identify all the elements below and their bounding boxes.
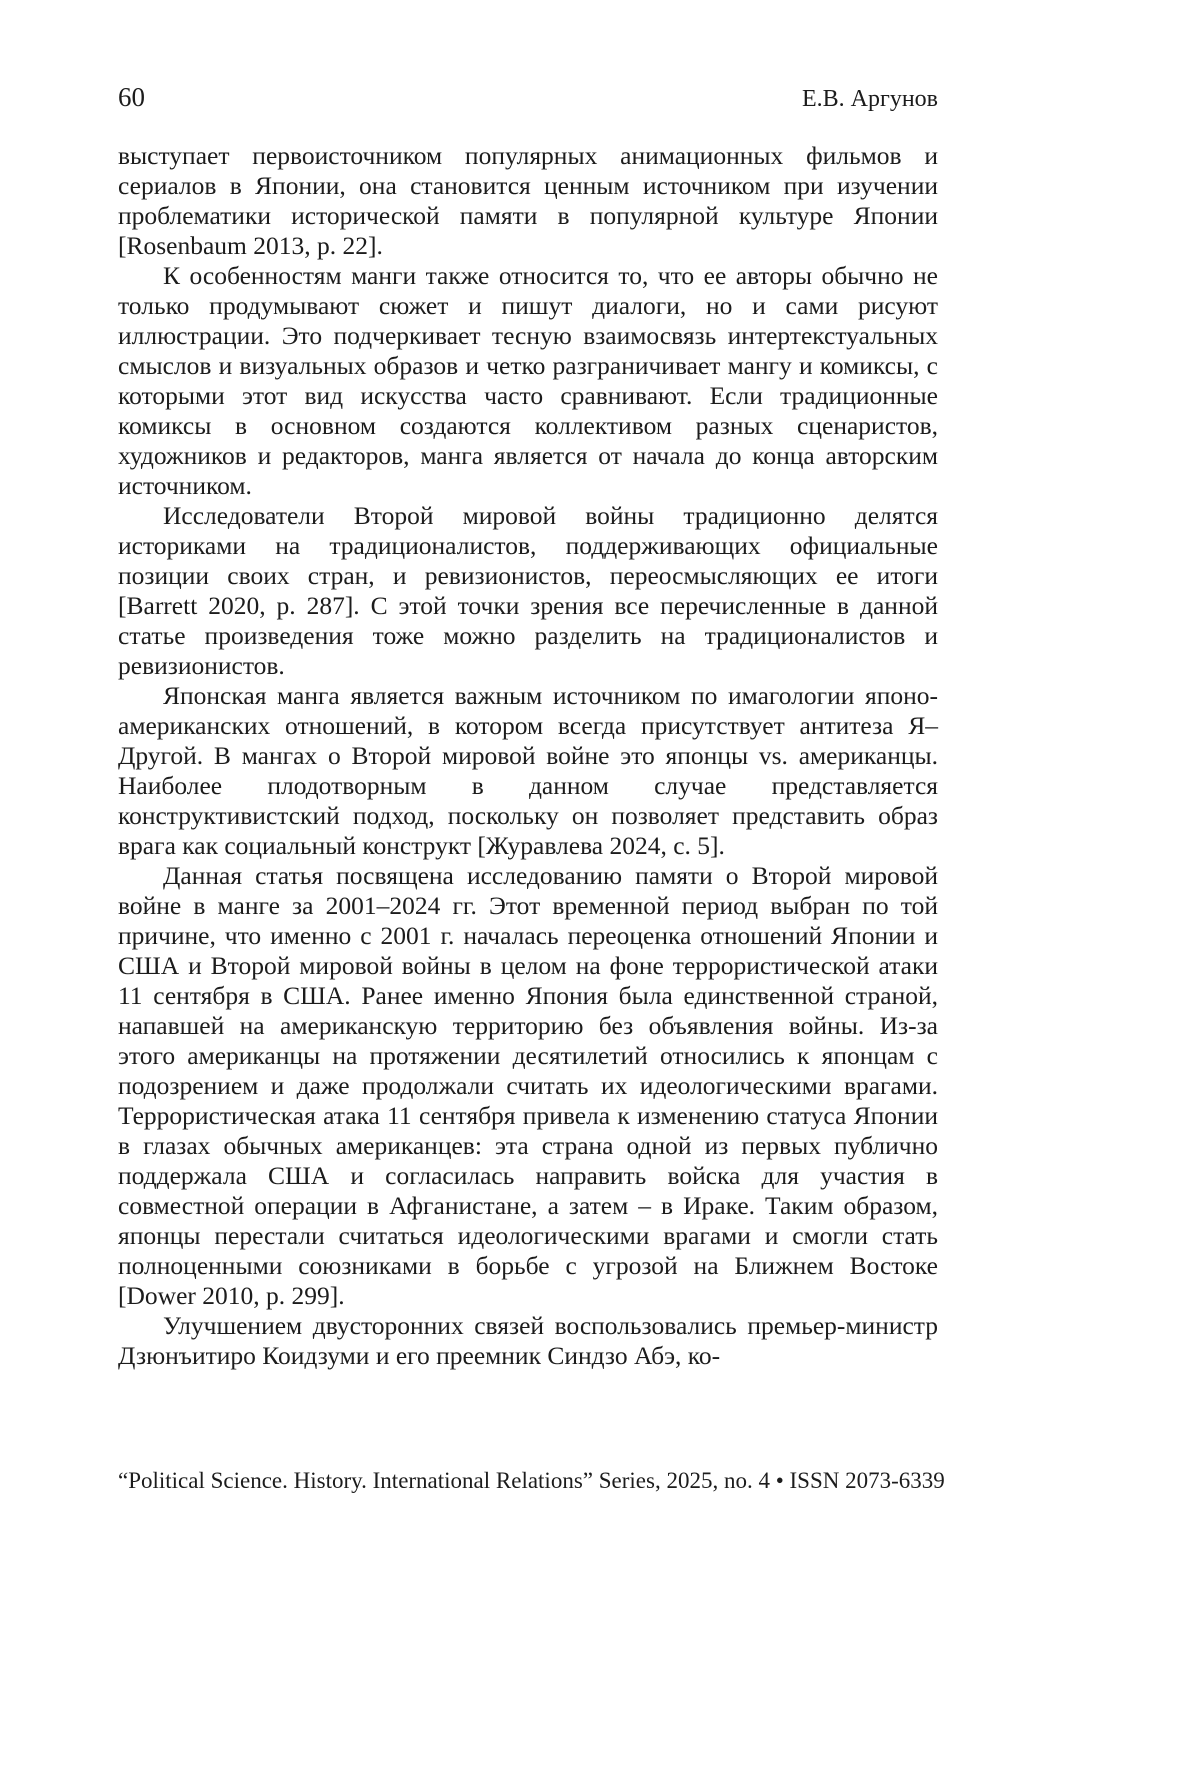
article-body [118, 141, 938, 1371]
page-footer [118, 1468, 945, 1494]
running-head-author: Е.В. Аргунов [801, 86, 938, 112]
paragraph-3: Исследователи Второй мировой войны традиционно делятся историками на традиционалистов, поддерживающих официальные позиции своих стран, и ревизионистов, переосмысляющих ее итоги [Barrett 2020, p. 287]. С этой точки зрения все перечисленные в данной статье произведения тоже можно разделить на традиционалистов и ревизионистов. [118, 501, 938, 680]
paragraph-6: Улучшением двусторонних связей воспользовались премьер-министр Дзюнъитиро Коидзуми и его преемник Синдзо Абэ, ко- [118, 1311, 938, 1370]
page-number: 60 [118, 82, 145, 112]
paragraph-2: К особенностям манги также относится то, что ее авторы обычно не только продумывают сюжет и пишут диалоги, но и сами рисуют иллюстрации. Это подчеркивает тесную взаимосвязь интертекстуальных смыслов и визуальных образов и четко разграничивает мангу и комиксы, с которыми этот вид искусства часто сравнивают. Если традиционные комиксы в основном создаются коллективом разных сценаристов, художников и редакторов, манга является от начала до конца авторским источником. [118, 261, 938, 500]
journal-footer-text: “Political Science. History. International Relations” Series, 2025, no. 4 • ISSN 2073-6339 [118, 1468, 945, 1493]
paragraph-5: Данная статья посвящена исследованию памяти о Второй мировой войне в манге за 2001–2024 гг. Этот временной период выбран по той причине, что именно с 2001 г. началась переоценка отношений Японии и США и Второй мировой войны в целом на фоне террористической атаки 11 сентября в США. Ранее именно Япония была единственной страной, напавшей на американскую территорию без объявления войны. Из-за этого американцы на протяжении десятилетий относились к японцам с подозрением и даже продолжали считать их идеологическими врагами. Террористическая атака 11 сентября привела к изменению статуса Японии в глазах обычных американцев: эта страна одной из первых публично поддержала США и согласилась направить войска для участия в совместной операции в Афганистане, а затем – в Ираке. Таким образом, японцы перестали считаться идеологическими врагами и смогли стать полноценными союзниками в борьбе с угрозой на Ближнем Востоке [Dower 2010, p. 299]. [118, 861, 938, 1310]
page-header [118, 82, 938, 113]
paragraph-1: выступает первоисточником популярных анимационных фильмов и сериалов в Японии, она становится ценным источником при изучении проблематики исторической памяти в популярной культуре Японии [Rosenbaum 2013, p. 22]. [118, 141, 938, 260]
paragraph-4: Японская манга является важным источником по имагологии японо-американских отношений, в котором всегда присутствует антитеза Я–Другой. В мангах о Второй мировой войне это японцы vs. американцы. Наиболее плодотворным в данном случае представляется конструктивистский подход, поскольку он позволяет представить образ врага как социальный конструкт [Журавлева 2024, с. 5]. [118, 681, 938, 860]
